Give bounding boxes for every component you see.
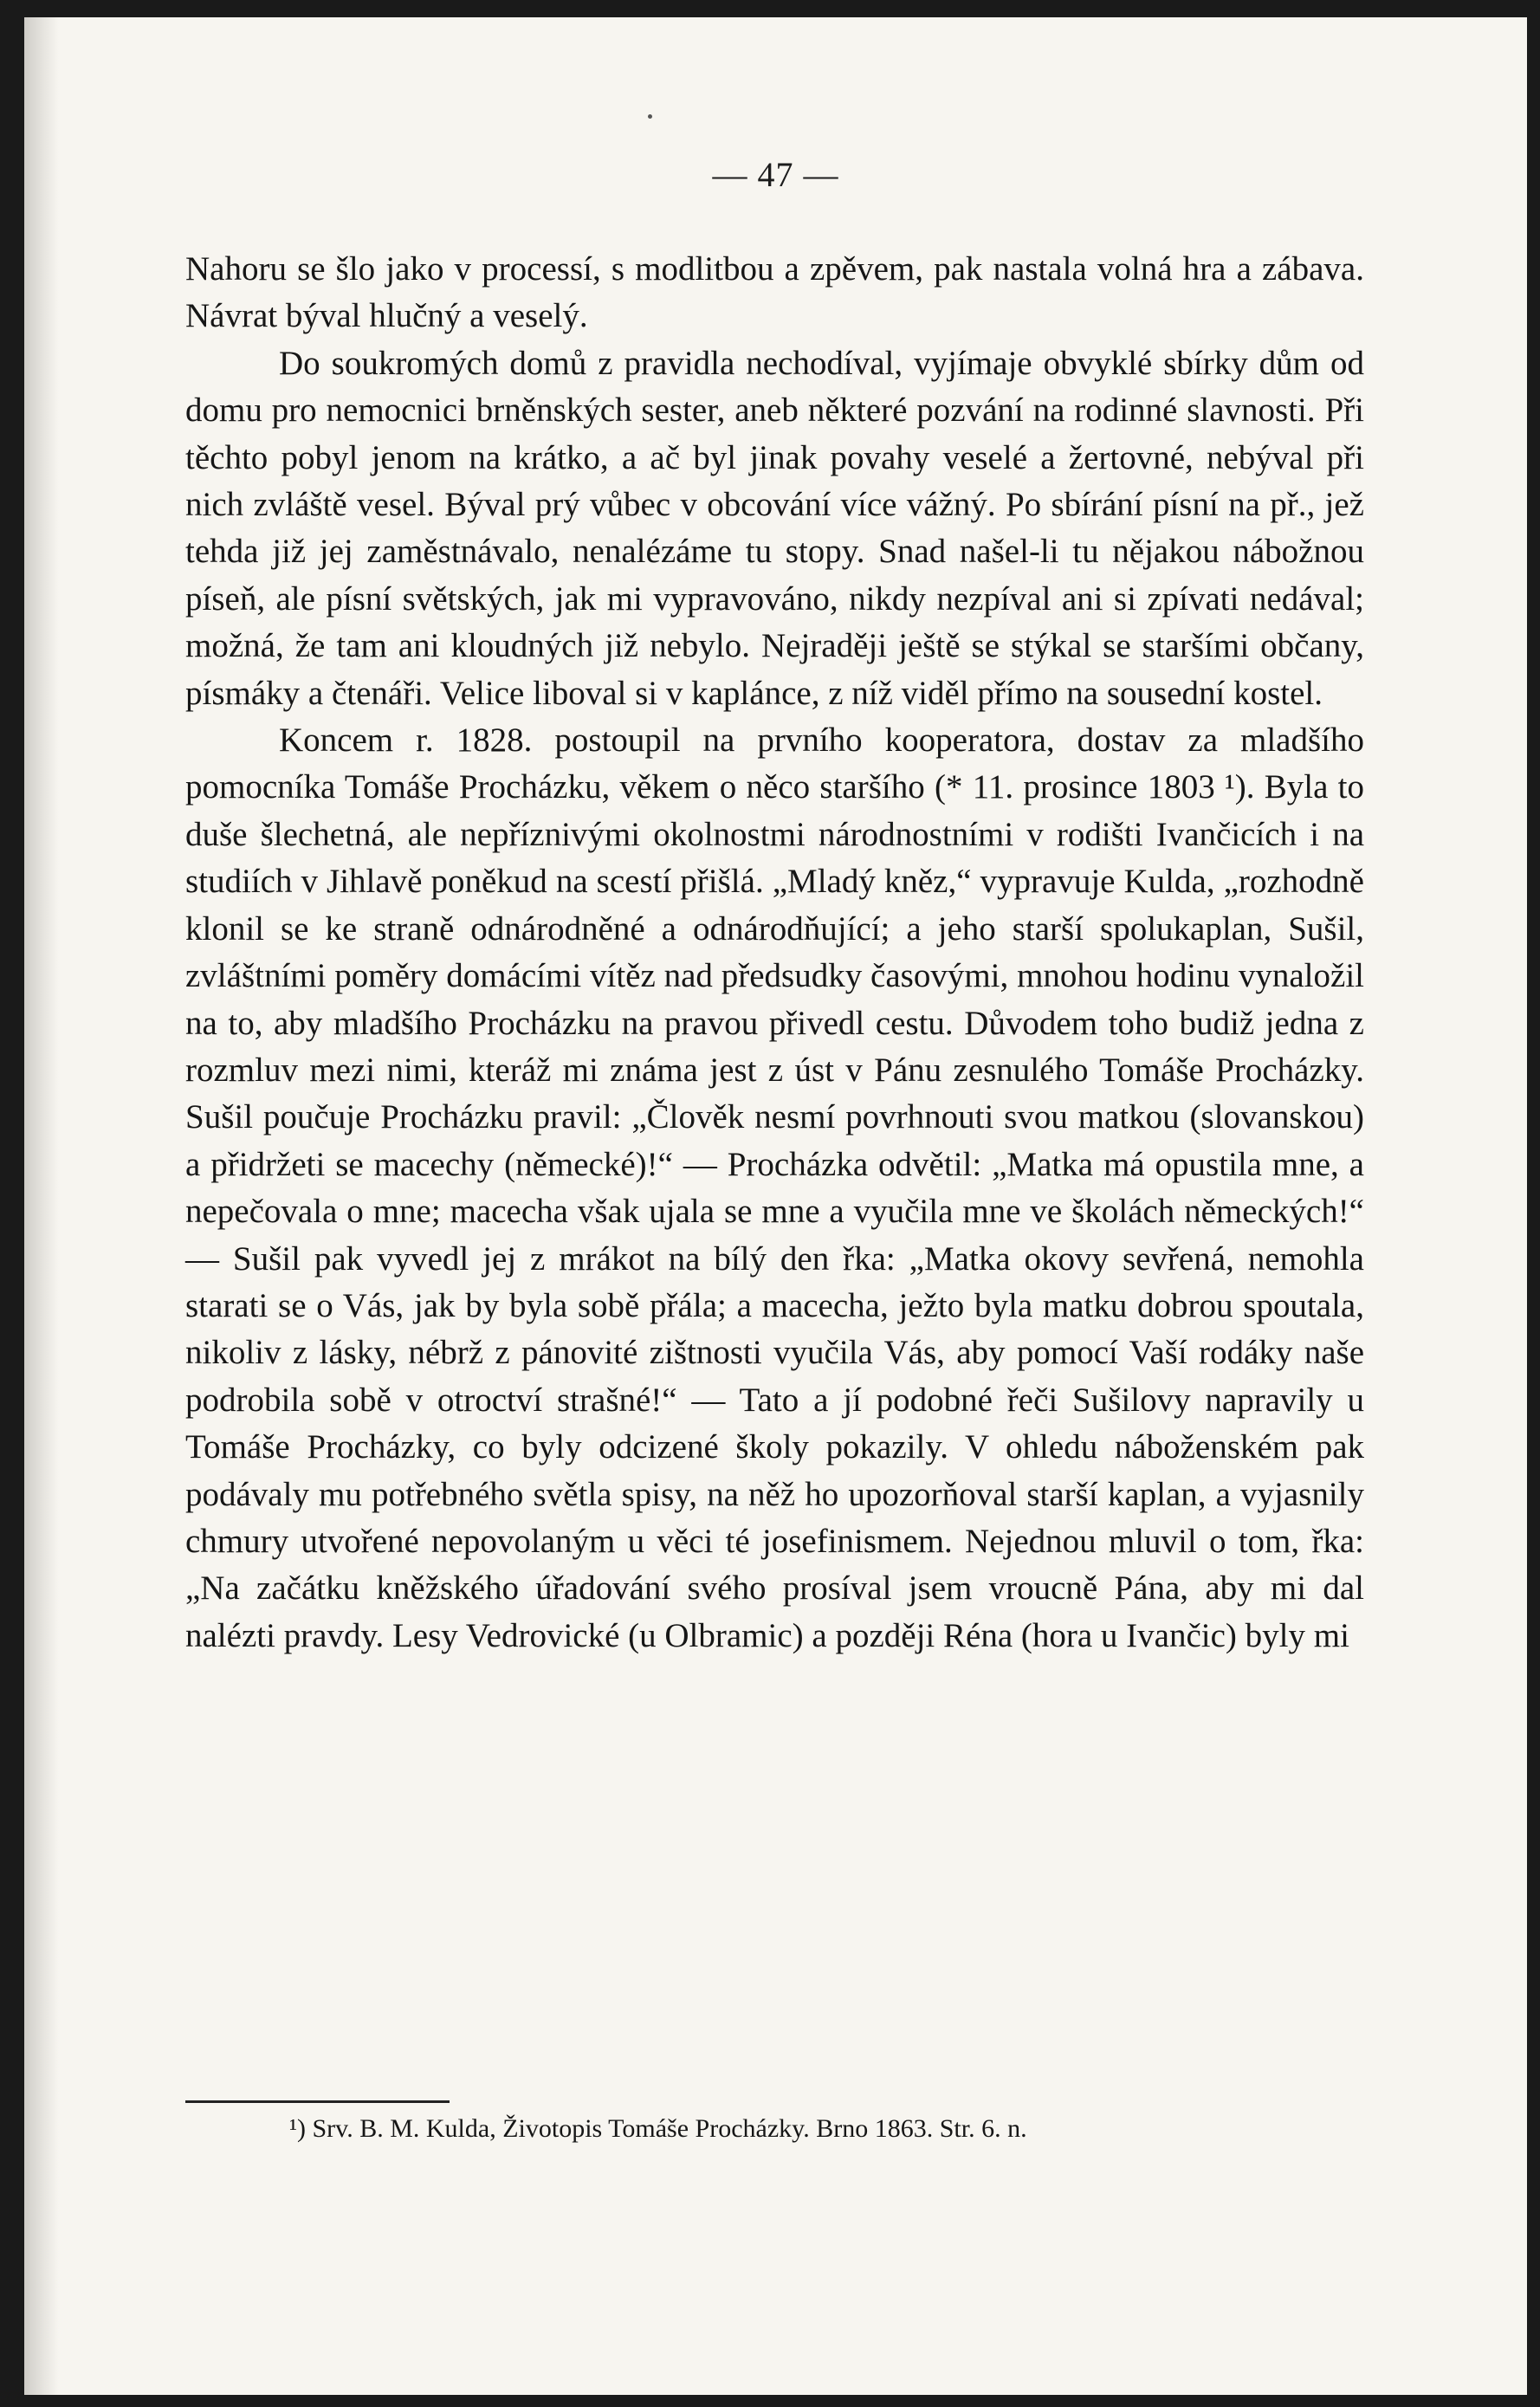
body-text <box>185 246 1364 1660</box>
footnote-separator <box>185 2100 450 2103</box>
footnote: ¹) Srv. B. M. Kulda, Životopis Tomáše Procházky. Brno 1863. Str. 6. n. <box>289 2114 1027 2143</box>
speck <box>648 114 652 119</box>
book-page <box>24 17 1527 2395</box>
paragraph-3: Koncem r. 1828. postoupil na prvního kooperatora, dostav za mladšího pomocníka Tomáše Procházku, věkem o něco staršího (* 11. prosince 1803 ¹). Byla to duše šlechetná, ale nepříznivými okolnostmi národnostními v rodišti Ivančicích i na studiích v Jihlavě poněkud na scestí přišlá. „Mladý kněz,“ vypravuje Kulda, „rozhodně klonil se ke straně odnárodněné a odnárodňující; a jeho starší spolukaplan, Sušil, zvláštními poměry domácími vítěz nad předsudky časovými, mnohou hodinu vynaložil na to, aby mladšího Procházku na pravou přivedl cestu. Důvodem toho budiž jedna z rozmluv mezi nimi, kteráž mi známa jest z úst v Pánu zesnulého Tomáše Procházky. Sušil poučuje Procházku pravil: „Člověk nesmí povrhnouti svou matkou (slovanskou) a přidržeti se macechy (německé)!“ — Procházka odvětil: „Matka má opustila mne, a nepečovala o mne; macecha však ujala se mne a vyučila mne ve školách německých!“ — Sušil pak vyvedl jej z mrákot na bílý den řka: „Matka okovy sevřená, nemohla starati se o Vás, jak by byla sobě přála; a macecha, ježto byla matku dobrou spoutala, nikoliv z lásky, nébrž z pánovité zištnosti vyučila Vás, aby pomocí Vaší rodáky naše podrobila sobě v otroctví strašné!“ — Tato a jí podobné řeči Sušilovy napravily u Tomáše Procházky, co byly odcizené školy pokazily. V ohledu náboženském pak podávaly mu potřebného světla spisy, na něž ho upozorňoval starší kaplan, a vyjasnily chmury utvořené nepovolaným u věci té josefinismem. Nejednou mluvil o tom, řka: „Na začátku kněžského úřadování svého prosíval jsem vroucně Pána, aby mi dal nalézti pravdy. Lesy Vedrovické (u Olbramic) a později Réna (hora u Ivančic) byly mi <box>185 721 1364 1654</box>
paragraph-2: Do soukromých domů z pravidla nechodíval, vyjímaje obvyklé sbírky dům od domu pro nemocnici brněnských sester, aneb některé pozvání na rodinné slavnosti. Při těchto pobyl jenom na krátko, a ač byl jinak povahy veselé a žertovné, nebýval při nich zvláště vesel. Býval prý vůbec v obcování více vážný. Po sbírání písní na př., jež tehda již jej zaměstnávalo, nenalézáme tu stopy. Snad našel-li tu nějakou nábožnou píseň, ale písní světských, jak mi vypravováno, nikdy nezpíval ani si zpívati nedával; možná, že tam ani kloudných již nebylo. Nejraději ještě se stýkal se staršími občany, písmáky a čtenáři. Velice liboval si v kaplánce, z níž viděl přímo na sousední kostel. <box>185 344 1364 712</box>
page-number: — 47 — <box>712 155 839 194</box>
paragraph-1: Nahoru se šlo jako v processí, s modlitbou a zpěvem, pak nastala volná hra a zábava. Návrat býval hlučný a veselý. <box>185 250 1364 335</box>
page-edge-shadow <box>24 17 59 2395</box>
